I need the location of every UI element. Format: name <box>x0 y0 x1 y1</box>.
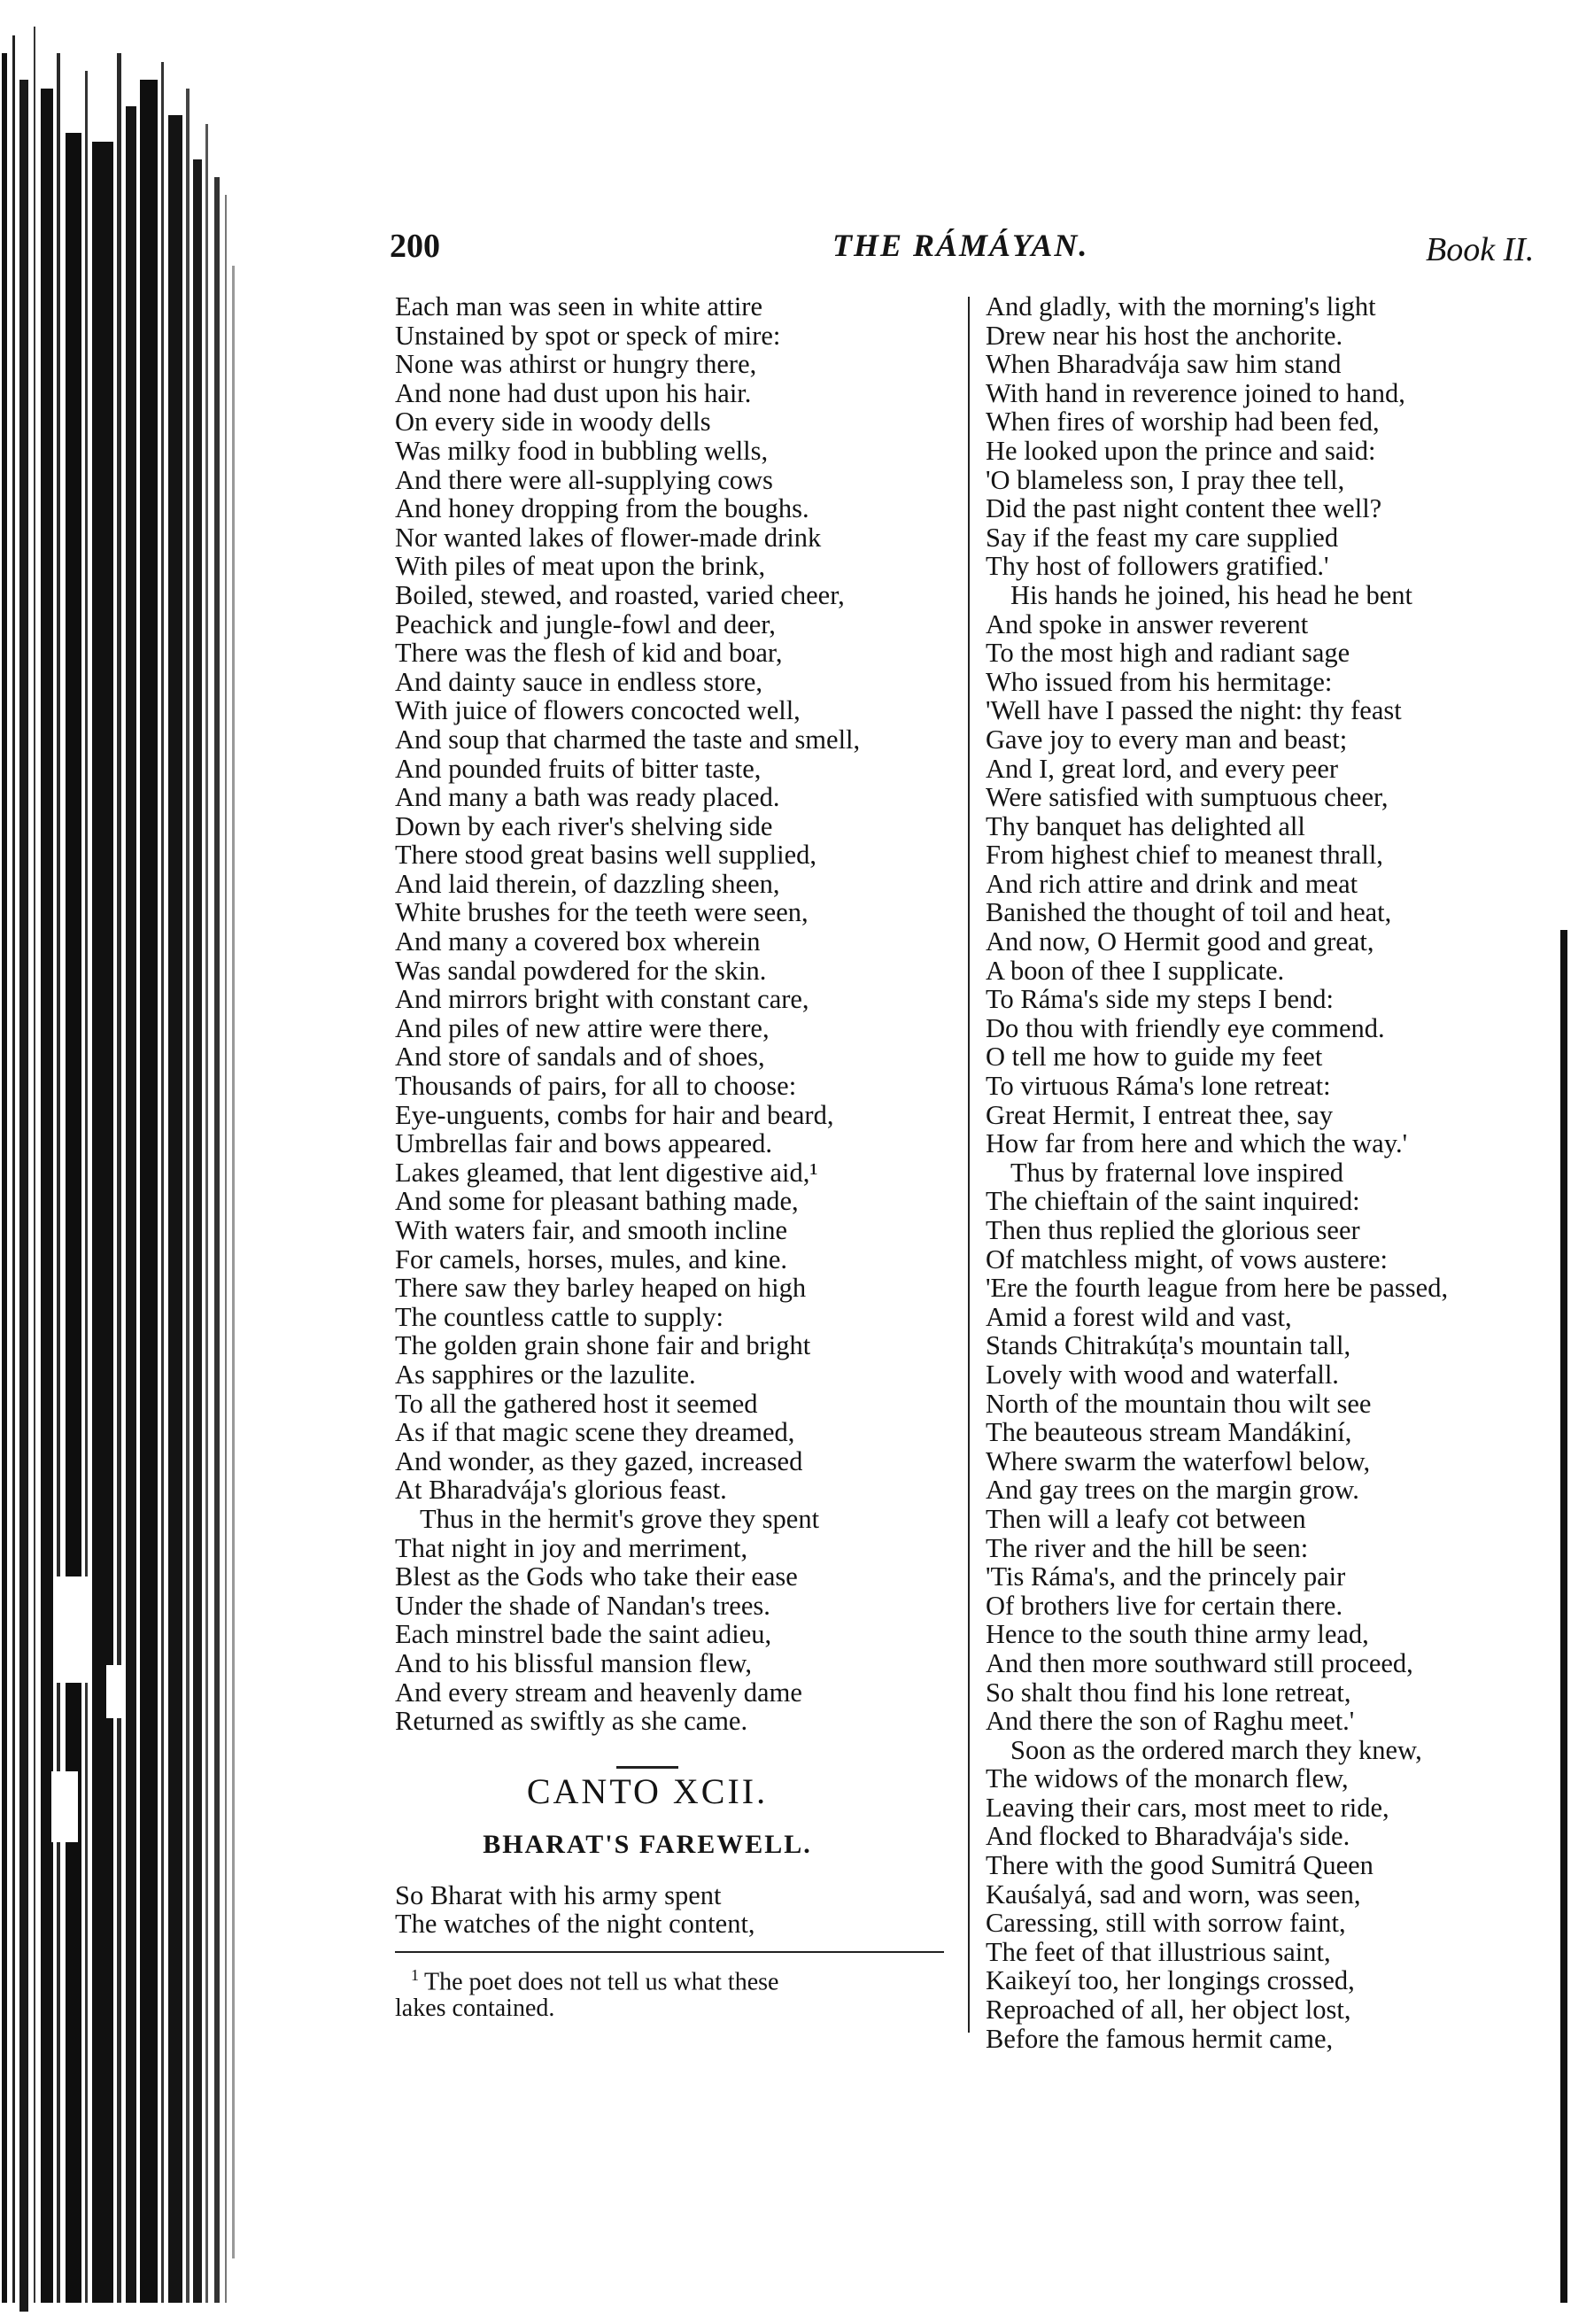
verse-line: With hand in reverence joined to hand, <box>986 377 1405 408</box>
verse-line: Say if the feast my care supplied <box>986 522 1339 553</box>
footnote-text: The poet does not tell us what these <box>424 1968 779 1996</box>
verse-line: Each minstrel bade the saint adieu, <box>395 1619 772 1650</box>
verse-line: From highest chief to meanest thrall, <box>986 840 1383 871</box>
verse-line: Banished the thought of toil and heat, <box>986 897 1392 928</box>
verse-line: 'Ere the fourth league from here be passed, <box>986 1273 1449 1304</box>
verse-line: And gay trees on the margin grow. <box>986 1475 1359 1506</box>
verse-line: And wonder, as they gazed, increased <box>395 1445 803 1476</box>
verse-line: And many a bath was ready placed. <box>395 782 780 813</box>
verse-line: Thy host of followers gratified.' <box>986 551 1329 582</box>
verse-line: And rich attire and drink and meat <box>986 868 1358 899</box>
book-spine-shadow <box>0 0 283 2324</box>
verse-line: For camels, horses, mules, and kine. <box>395 1243 788 1274</box>
page-number: 200 <box>390 228 440 265</box>
column-divider <box>968 297 970 2033</box>
canto-ornament-rule <box>616 1766 678 1769</box>
verse-line: Under the shade of Nandan's trees. <box>395 1590 770 1621</box>
verse-line: And soup that charmed the taste and smell, <box>395 724 861 755</box>
right-verse-block <box>986 292 1552 2053</box>
verse-line: To virtuous Ráma's lone retreat: <box>986 1071 1331 1102</box>
verse-line: His hands he joined, his head he bent <box>1010 579 1413 610</box>
verse-line: 'O blameless son, I pray thee tell, <box>986 464 1345 495</box>
running-title: THE RÁMÁYAN. <box>832 228 1089 263</box>
verse-line: And laid therein, of dazzling sheen, <box>395 868 780 899</box>
verse-line: And mirrors bright with constant care, <box>395 984 809 1015</box>
verse-line: Peachick and jungle-fowl and deer, <box>395 608 776 639</box>
verse-line: And many a covered box wherein <box>395 926 761 957</box>
verse-line: And gladly, with the morning's light <box>986 291 1376 321</box>
verse-line: Unstained by spot or speck of mire: <box>395 320 781 351</box>
verse-line: So shalt thou find his lone retreat, <box>986 1677 1351 1708</box>
verse-line: Thousands of pairs, for all to choose: <box>395 1071 797 1102</box>
verse-line: And piles of new attire were there, <box>395 1012 770 1043</box>
verse-line: Amid a forest wild and vast, <box>986 1301 1292 1332</box>
verse-line: There saw they barley heaped on high <box>395 1273 807 1304</box>
verse-line: And some for pleasant bathing made, <box>395 1186 799 1217</box>
verse-line: That night in joy and merriment, <box>395 1532 748 1563</box>
verse-line: At Bharadvája's glorious feast. <box>395 1475 727 1506</box>
verse-line: The watches of the night content, <box>395 1909 755 1940</box>
verse-line: Lakes gleamed, that lent digestive aid,¹ <box>395 1157 818 1188</box>
verse-line: How far from here and which the way.' <box>986 1128 1408 1159</box>
verse-line: Of matchless might, of vows austere: <box>986 1243 1389 1274</box>
verse-line: The widows of the monarch flew, <box>986 1763 1349 1794</box>
verse-line: Soon as the ordered march they knew, <box>1010 1734 1422 1765</box>
verse-line: 'Well have I passed the night: thy feast <box>986 695 1402 726</box>
right-column <box>986 292 1552 2053</box>
canto-verse-block <box>395 1881 962 1939</box>
verse-line: To all the gathered host it seemed <box>395 1388 758 1419</box>
verse-line: And I, great lord, and every peer <box>986 753 1339 784</box>
verse-line: And flocked to Bharadvája's side. <box>986 1821 1350 1852</box>
verse-line: Hence to the south thine army lead, <box>986 1619 1369 1650</box>
verse-line: The golden grain shone fair and bright <box>395 1330 811 1361</box>
verse-line: Down by each river's shelving side <box>395 810 773 841</box>
verse-line: And to his blissful mansion flew, <box>395 1647 752 1678</box>
verse-line: With juice of flowers concocted well, <box>395 695 801 726</box>
verse-line: A boon of thee I supplicate. <box>986 955 1285 986</box>
verse-line: Were satisfied with sumptuous cheer, <box>986 782 1389 813</box>
verse-line: So Bharat with his army spent <box>395 1879 722 1910</box>
verse-line: Do thou with friendly eye commend. <box>986 1012 1385 1043</box>
verse-line: The beauteous stream Mandákiní, <box>986 1417 1352 1448</box>
verse-line: There stood great basins well supplied, <box>395 840 817 871</box>
verse-line: Eye-unguents, combs for hair and beard, <box>395 1099 834 1130</box>
verse-line: Then will a leafy cot between <box>986 1503 1306 1534</box>
left-column <box>395 292 962 2022</box>
verse-line: As sapphires or the lazulite. <box>395 1359 696 1390</box>
page-header <box>390 227 1541 271</box>
verse-line: The river and the hill be seen: <box>986 1532 1309 1563</box>
verse-line: Caressing, still with sorrow faint, <box>986 1908 1346 1939</box>
verse-line: On every side in woody dells <box>395 407 711 438</box>
verse-line: There with the good Sumitrá Queen <box>986 1850 1373 1881</box>
verse-line: He looked upon the prince and said: <box>986 435 1376 466</box>
verse-line: And store of sandals and of shoes, <box>395 1042 765 1073</box>
verse-line: There was the flesh of kid and boar, <box>395 638 783 669</box>
footnote-line <box>395 1962 962 1995</box>
verse-line: Great Hermit, I entreat thee, say <box>986 1099 1334 1130</box>
verse-line: Reproached of all, her object lost, <box>986 1995 1351 2026</box>
verse-line: None was athirst or hungry there, <box>395 349 757 380</box>
verse-line: And pounded fruits of bitter taste, <box>395 753 762 784</box>
verse-line: Was milky food in bubbling wells, <box>395 435 769 466</box>
verse-line: Returned as swiftly as she came. <box>395 1706 748 1737</box>
verse-line: And then more southward still proceed, <box>986 1647 1413 1678</box>
verse-line: Did the past night content thee well? <box>986 493 1382 524</box>
verse-line: And honey dropping from the boughs. <box>395 493 809 524</box>
verse-line: O tell me how to guide my feet <box>986 1042 1323 1073</box>
verse-line: White brushes for the teeth were seen, <box>395 897 809 928</box>
verse-line: Lovely with wood and waterfall. <box>986 1359 1339 1390</box>
verse-line: Of brothers live for certain there. <box>986 1590 1343 1621</box>
left-verse-block <box>395 292 962 1736</box>
verse-line: Who issued from his hermitage: <box>986 666 1333 697</box>
verse-line: Stands Chitrakúṭa's mountain tall, <box>986 1330 1351 1361</box>
right-edge-mark <box>1560 930 1567 2303</box>
verse-line: And there the son of Raghu meet.' <box>986 1706 1355 1737</box>
verse-line: To the most high and radiant sage <box>986 638 1350 669</box>
book-label: Book II. <box>1426 231 1535 268</box>
verse-line: Thus in the hermit's grove they spent <box>420 1503 820 1534</box>
verse-line: And now, O Hermit good and great, <box>986 926 1374 957</box>
footnote-rule <box>395 1951 944 1953</box>
verse-line: Kauśalyá, sad and worn, was seen, <box>986 1879 1361 1910</box>
verse-line: Umbrellas fair and bows appeared. <box>395 1128 772 1159</box>
verse-line: Leaving their cars, most meet to ride, <box>986 1792 1389 1823</box>
verse-line: And every stream and heavenly dame <box>395 1677 802 1708</box>
footnote-marker: 1 <box>411 1966 419 1985</box>
verse-line: Kaikeyí too, her longings crossed, <box>986 1965 1355 1996</box>
verse-line: Boiled, stewed, and roasted, varied cheer, <box>395 579 845 610</box>
verse-line: As if that magic scene they dreamed, <box>395 1417 795 1448</box>
verse-line: Each man was seen in white attire <box>395 291 762 321</box>
verse-line: Gave joy to every man and beast; <box>986 724 1348 755</box>
verse-line: Drew near his host the anchorite. <box>986 320 1343 351</box>
verse-line: Blest as the Gods who take their ease <box>395 1561 798 1592</box>
verse-line: And dainty sauce in endless store, <box>395 666 763 697</box>
verse-line: And none had dust upon his hair. <box>395 377 752 408</box>
verse-line: Was sandal powdered for the skin. <box>395 955 767 986</box>
verse-line: And spoke in answer reverent <box>986 608 1309 639</box>
verse-line: Then thus replied the glorious seer <box>986 1215 1360 1245</box>
verse-line: Thus by fraternal love inspired <box>1010 1157 1344 1188</box>
verse-line: The countless cattle to supply: <box>395 1301 724 1332</box>
canto-subtitle: BHARAT'S FAREWELL. <box>483 1830 812 1860</box>
verse-line: Where swarm the waterfowl below, <box>986 1445 1371 1476</box>
verse-line: To Ráma's side my steps I bend: <box>986 984 1335 1015</box>
verse-line: When Bharadvája saw him stand <box>986 349 1342 380</box>
verse-line: Before the famous hermit came, <box>986 2023 1334 2054</box>
verse-line: And there were all-supplying cows <box>395 464 773 495</box>
verse-line: With waters fair, and smooth incline <box>395 1215 788 1245</box>
verse-line: The feet of that illustrious saint, <box>986 1936 1331 1967</box>
canto-title: CANTO XCII. <box>526 1770 769 1811</box>
footnote <box>395 1962 962 2022</box>
verse-line: Nor wanted lakes of flower-made drink <box>395 522 822 553</box>
verse-line: With piles of meat upon the brink, <box>395 551 766 582</box>
verse-line: North of the mountain thou wilt see <box>986 1388 1372 1419</box>
verse-line: 'Tis Ráma's, and the princely pair <box>986 1561 1346 1592</box>
verse-line: The chieftain of the saint inquired: <box>986 1186 1360 1217</box>
footnote-line: lakes contained. <box>395 1995 555 2023</box>
verse-line: Thy banquet has delighted all <box>986 810 1305 841</box>
canto-heading-block <box>395 1766 962 1860</box>
verse-line: When fires of worship had been fed, <box>986 407 1380 438</box>
